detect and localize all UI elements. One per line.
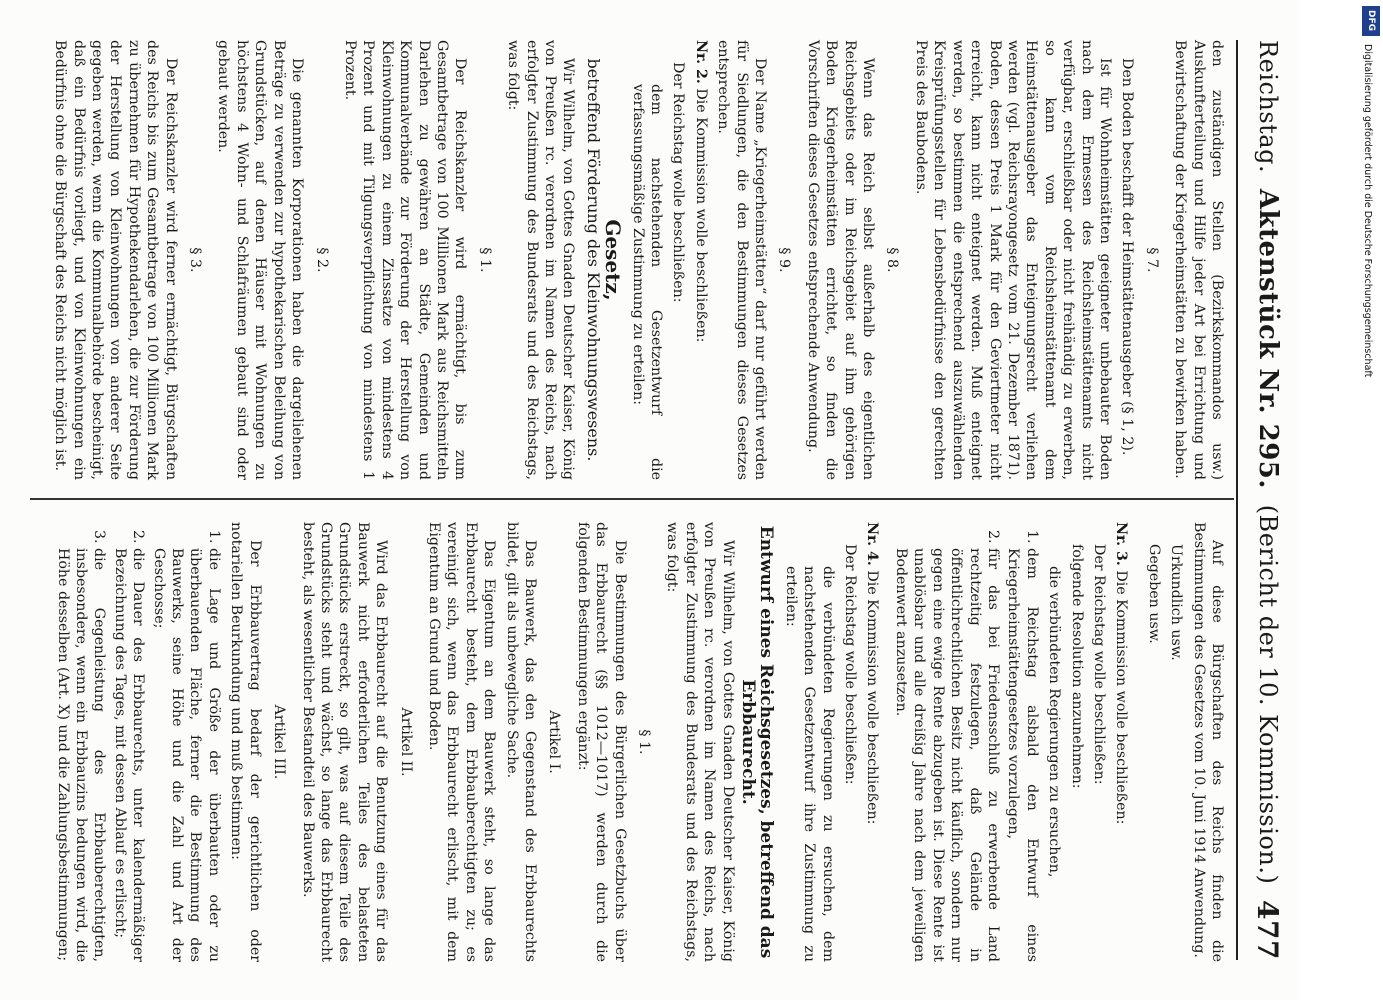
paragraph: Auf diese Bürgschaften des Reichs finden die Bestimmungen des Gesetzes vom 10. Juni 1914 Anwendung. <box>1190 522 1225 962</box>
paragraph: Die Bestimmungen des Bürgerlichen Gesetzbuchs über das Erbbaurecht (§§ 1012—1017) werden durch die folgenden Bestimmungen ergänzt: <box>574 522 628 962</box>
paragraph: Der Reichstag wolle beschließen: <box>1090 544 1107 785</box>
paragraph: Der Name „Kriegerheimstätten“ darf nur geführt werden für Siedlungen, die den Bestimmungen dieses Gesetzes entsprechen. <box>715 40 769 480</box>
dfg-logo: DFG <box>1362 6 1380 36</box>
gesetz-title: Gesetz, <box>601 219 626 301</box>
paragraph: Ist für Wohnheimstätten geeigneter unbebauter Boden nach dem Ermessen des Reichsheimstättenamts nicht verfügbar, erschließbar oder nicht freihändig zu erwerben, so kann vom Reichsheimstättenamt dem Heimstättenausgeber das Enteignungsrecht verliehen werden (vgl. Reichsrayongesetz vom 21. Dezember 1871). Boden, dessen Preis 1 Mark für den Geviertmeter nicht erreicht, kann nicht enteignet werden. Muß enteignet werden, so bestimmen die entsprechend auszuwählenden Kreisprüfungsstellen für Lebensbedürfnisse den gerechten Preis des Baubodens. <box>912 40 1113 480</box>
digitization-sidebar <box>1360 0 1382 1000</box>
paragraph: Wird das Erbbaurecht auf die Benutzung eines für das Bauwerk nicht erforderlichen Teiles des belasteten Grundstücks erstreckt, so gilt, was auf diesem Teile des Grundstücks steht und wächst, so lange das Erbbaurecht besteht, als wesentlicher Bestandteil des Bauwerks. <box>299 522 390 962</box>
section-heading: § 7. <box>1143 247 1160 273</box>
nr3-heading <box>1112 522 1130 962</box>
article3-list <box>53 522 223 962</box>
paragraph: Wir Wilhelm, von Gottes Gnaden Deutscher Kaiser, König von Preußen rc. verordnen im Namen des Reichs, nach erfolgter Zustimmung des Bundesrats und des Reichstags, was folgt: <box>505 40 577 480</box>
header-rule <box>1236 40 1238 960</box>
nr3-label: Nr. 3. <box>1113 522 1130 566</box>
section-heading: § 3. <box>187 247 204 273</box>
section-heading: § 2. <box>313 247 330 273</box>
nr2-text: Die Kommission wolle beschließen: <box>692 88 709 343</box>
paragraph: dem nachstehenden Gesetzentwurf die verfassungsmäßige Zustimmung zu erteilen: <box>629 84 665 480</box>
article-heading: Artikel III. <box>271 704 288 780</box>
paragraph: Urkundlich usw. <box>1168 544 1185 661</box>
nr4-heading <box>863 522 881 962</box>
paragraph: die verbündeten Regierungen zu ersuchen, <box>1046 566 1063 878</box>
gesetz-subtitle: betreffend Förderung des Kleinwohnungswesens. <box>583 58 603 462</box>
list-item: 1. dem Reichstag alsbald den Entwurf eines Kriegerheimstättengesetzes vorzulegen, <box>1004 548 1041 962</box>
paragraph: Wenn das Reich selbst außerhalb des eigentlichen Reichsgebiets oder im Reichsgebiet auf ihm gehörigen Boden Kriegerheimstätten errichtet, so finden die Vorschriften dieses Gesetzes entsprechende Anwendung. <box>804 40 877 480</box>
paragraph: Gegeben usw. <box>1145 544 1162 644</box>
nr2-label: Nr. 2. <box>692 40 709 84</box>
nr2-heading <box>691 40 709 480</box>
list-item: 1. die Lage und Größe der überbauten oder zu überbauenden Fläche, ferner die Bestimmung des Bauwerks, seine Höhe und die Zahl und Art der Geschosse; <box>149 548 223 962</box>
article-heading: Artikel II. <box>397 707 414 777</box>
paragraph: Der Reichskanzler wird ferner ermächtigt, Bürgschaften des Reichs bis zum Gesamtbetrage von 100 Millionen Mark zu übernehmen für Hypothekendarlehen, die zur Förderung der Herstellung von Kleinwohnungen von anderer Seite gegeben werden, wenn die Kommunalbehörde bescheinigt, daß ein Bedürfnis vorliegt, und von Kleinwohnungen ein Bedürfnis ohne die Bürgschaft des Reichs nicht möglich ist. <box>52 40 179 480</box>
paragraph: Der Erbbauvertrag bedarf der gerichtlichen oder notariellen Beurkundung und muß bestimmen: <box>228 522 263 962</box>
paragraph: Der Reichstag wolle beschließen: <box>670 62 687 303</box>
page-number: 477 <box>1251 900 1285 960</box>
entwurf-title: Entwurf eines Reichsgesetzes, betreffend das Erbbaurecht. <box>738 525 777 959</box>
page-header <box>1244 40 1292 960</box>
header-bericht: (Bericht der 10. Kommission.) <box>1254 504 1282 885</box>
list-item: 2. für das bei Friedensschluß zu erwerbende Land rechtzeitig festzulegen, daß Gelände in öffentlichrechtlichen Besitz nicht käuflich, sondern nur gegen eine ewige Rente abzugeben ist. Diese Rente ist unablösbar und alle dreißig Jahre nach dem jeweiligen Bodenwert anzusetzen. <box>892 548 1002 962</box>
nr3-list <box>892 522 1041 962</box>
paragraph: folgende Resolution anzunehmen: <box>1068 544 1085 789</box>
header-left: Reichstag. <box>1254 40 1282 174</box>
left-column <box>47 40 1226 480</box>
section-heading: § 8. <box>884 247 901 273</box>
right-column <box>49 522 1226 962</box>
nr3-text: Die Kommission wolle beschließen: <box>1113 570 1130 825</box>
paragraph: Den Boden beschafft der Heimstättenausgeber (§ 1, 2). <box>1119 58 1136 456</box>
nr4-label: Nr. 4. <box>864 522 881 566</box>
paragraph: den zuständigen Stellen (Bezirkskommandos usw.) Auskunfterteilung und Hilfe jeder Art bei Errichtung und Bewirtschaftung der Kriegerheimstätten zu bewirken haben. <box>1172 40 1225 480</box>
paragraph: Der Reichstag wolle beschließen: <box>842 544 859 785</box>
nr4-text: Die Kommission wolle beschließen: <box>864 570 881 825</box>
paragraph: die verbündeten Regierungen zu ersuchen, dem nachstehenden Gesetzentwurf ihre Zustimmung zu erteilen: <box>782 566 836 962</box>
section-heading: § 1. <box>476 247 493 273</box>
list-item: 2. die Dauer des Erbbaurechts, unter kalendermäßiger Bezeichnung des Tages, mit dessen Ablauf es erlischt; <box>110 548 147 962</box>
paragraph: Wir Wilhelm, von Gottes Gnaden Deutscher Kaiser, König von Preußen rc. verordnen im Namen des Reichs, nach erfolgter Zustimmung des Bundesrats und des Reichstags, was folgt: <box>664 522 736 962</box>
section-heading: § 9. <box>776 247 793 273</box>
paragraph: Das Eigentum an dem Bauwerk steht, so lange das Erbbaurecht besteht, dem Erbbauberechtigten zu; es vereinigt sich, wenn das Erbbaurecht erlischt, mit dem Eigentum an Grund und Boden. <box>425 522 498 962</box>
paragraph: Die genannten Korporationen haben die dargeliehenen Beträge zu verwenden zur hypothekarischen Beleihung von Grundstücken, auf denen Häuser mit Wohnungen zu höchstens 4 Wohn- und Schlafräumen gebaut sind oder gebaut werden. <box>215 40 306 480</box>
section-heading: § 1. <box>636 729 653 755</box>
header-aktenstueck: Aktenstück Nr. 295. <box>1253 188 1283 489</box>
list-item: 3. die Gegenleistung des Erbbauberechtigten, insbesondere, wenn ein Erbbauzins bedungen wird, die Höhe desselben (Art. X) und die Zahlungsbestimmungen; <box>53 548 108 962</box>
paragraph: Der Reichskanzler wird ermächtigt, bis zum Gesamtbetrage von 100 Millionen Mark aus Reichsmitteln Darlehen zu gewähren an Städte, Gemeinden und Kommunalverbände zur Förderung der Herstellung von Kleinwohnungen zu einem Zinssatze von mindestens 4 Prozent und mit Tilgungsverpflichtung von mindestens 1 Prozent. <box>341 40 469 480</box>
article-heading: Artikel I. <box>546 710 563 774</box>
paragraph: Das Bauwerk, das den Gegenstand des Erbbaurechts bildet, gilt als unbewegliche Sache. <box>503 522 538 962</box>
digitization-note: Digitalisierung gefördert durch die Deutsche Forschungsgemeinschaft <box>1362 44 1373 378</box>
column-divider <box>30 498 1234 500</box>
